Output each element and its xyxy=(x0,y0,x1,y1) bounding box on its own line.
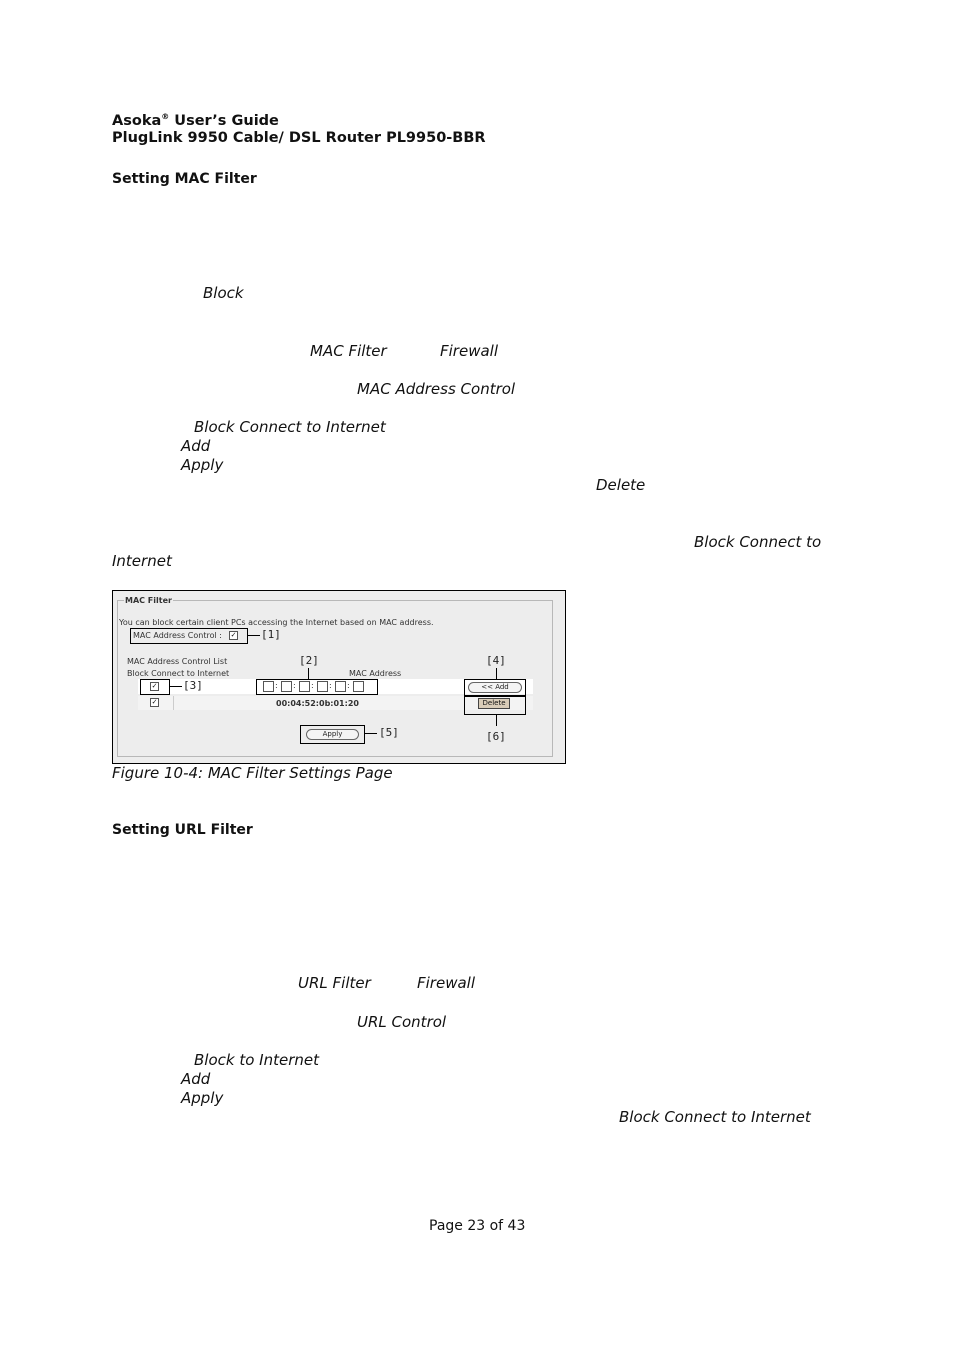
entry-mac-address: 00:04:52:0b:01:20 xyxy=(276,699,359,708)
panel-intro-text: You can block certain client PCs accessing the Internet based on MAC address. xyxy=(119,618,434,627)
doc-header-title xyxy=(112,112,279,129)
entry-row-divider xyxy=(173,696,174,710)
block-connect-column-header: Block Connect to Internet xyxy=(127,669,230,678)
term-block: Block xyxy=(203,284,244,302)
term-url-control: URL Control xyxy=(357,1013,447,1031)
mac-octet-input-5[interactable] xyxy=(335,681,346,692)
mac-control-label: MAC Address Control : xyxy=(133,631,222,640)
callout-line-3 xyxy=(169,686,182,687)
section-title-mac-filter: Setting MAC Filter xyxy=(112,171,257,187)
apply-button[interactable]: Apply xyxy=(306,729,359,740)
section-title-url-filter: Setting URL Filter xyxy=(112,822,253,838)
mac-address-column-header: MAC Address xyxy=(349,669,402,678)
callout-label-3: [3] xyxy=(183,679,203,692)
callout-label-1: [1] xyxy=(261,628,281,641)
mac-octet-input-6[interactable] xyxy=(353,681,364,692)
figure-caption: Figure 10-4: MAC Filter Settings Page xyxy=(112,764,393,782)
term-apply-2: Apply xyxy=(181,1089,224,1107)
guide-label: User’s Guide xyxy=(169,112,279,129)
term-firewall-2: Firewall xyxy=(417,974,475,992)
callout-label-5: [5] xyxy=(379,726,399,739)
term-delete: Delete xyxy=(596,476,646,494)
term-add: Add xyxy=(181,437,211,455)
term-mac-address-control: MAC Address Control xyxy=(357,380,516,398)
term-mac-filter: MAC Filter xyxy=(310,342,387,360)
delete-button[interactable]: Delete xyxy=(478,698,510,709)
brand-name: Asoka xyxy=(112,112,162,129)
add-button[interactable]: << Add xyxy=(468,682,522,693)
term-block-to-internet: Block to Internet xyxy=(194,1051,319,1069)
doc-header-product: PlugLink 9950 Cable/ DSL Router PL9950-BBR xyxy=(112,130,486,146)
term-block-connect: Block Connect to Internet xyxy=(194,418,386,436)
mac-filter-panel: MAC Filter You can block certain client PCs accessing the Internet based on MAC address. MAC Address Control : ✓ [1] MAC Address Control List Block Connect to Internet MAC Address [2] [4] ✓ [3] : : : : : << Add ✓ 00:04:52:0b:01:20 Delete [6] Apply [5] xyxy=(117,600,553,757)
callout-line-6 xyxy=(496,714,497,726)
mac-octet-input-2[interactable] xyxy=(281,681,292,692)
callout-label-4: [4] xyxy=(486,654,506,667)
term-block-connect-2: Block Connect to Internet xyxy=(619,1108,811,1126)
term-url-filter: URL Filter xyxy=(298,974,371,992)
term-internet: Internet xyxy=(112,552,172,570)
new-entry-block-checkbox[interactable]: ✓ xyxy=(151,682,158,690)
term-firewall: Firewall xyxy=(440,342,498,360)
page-number: Page 23 of 43 xyxy=(429,1218,526,1234)
callout-line-4 xyxy=(496,668,497,679)
callout-line-2 xyxy=(308,668,309,679)
callout-line-5 xyxy=(364,733,377,734)
mac-octet-input-3[interactable] xyxy=(299,681,310,692)
mac-filter-figure xyxy=(112,590,566,764)
term-block-connect-to: Block Connect to xyxy=(694,533,822,551)
panel-legend: MAC Filter xyxy=(125,596,172,605)
mac-octet-input-4[interactable] xyxy=(317,681,328,692)
callout-label-6: [6] xyxy=(486,730,506,743)
entry-block-checkbox[interactable]: ✓ xyxy=(151,698,158,706)
mac-octet-input-1[interactable] xyxy=(263,681,274,692)
term-apply: Apply xyxy=(181,456,224,474)
callout-line-1 xyxy=(247,635,260,636)
mac-control-checkbox[interactable]: ✓ xyxy=(230,631,237,639)
registered-mark: ® xyxy=(161,112,170,121)
term-add-2: Add xyxy=(181,1070,211,1088)
callout-label-2: [2] xyxy=(299,654,319,667)
list-label: MAC Address Control List xyxy=(127,657,228,666)
